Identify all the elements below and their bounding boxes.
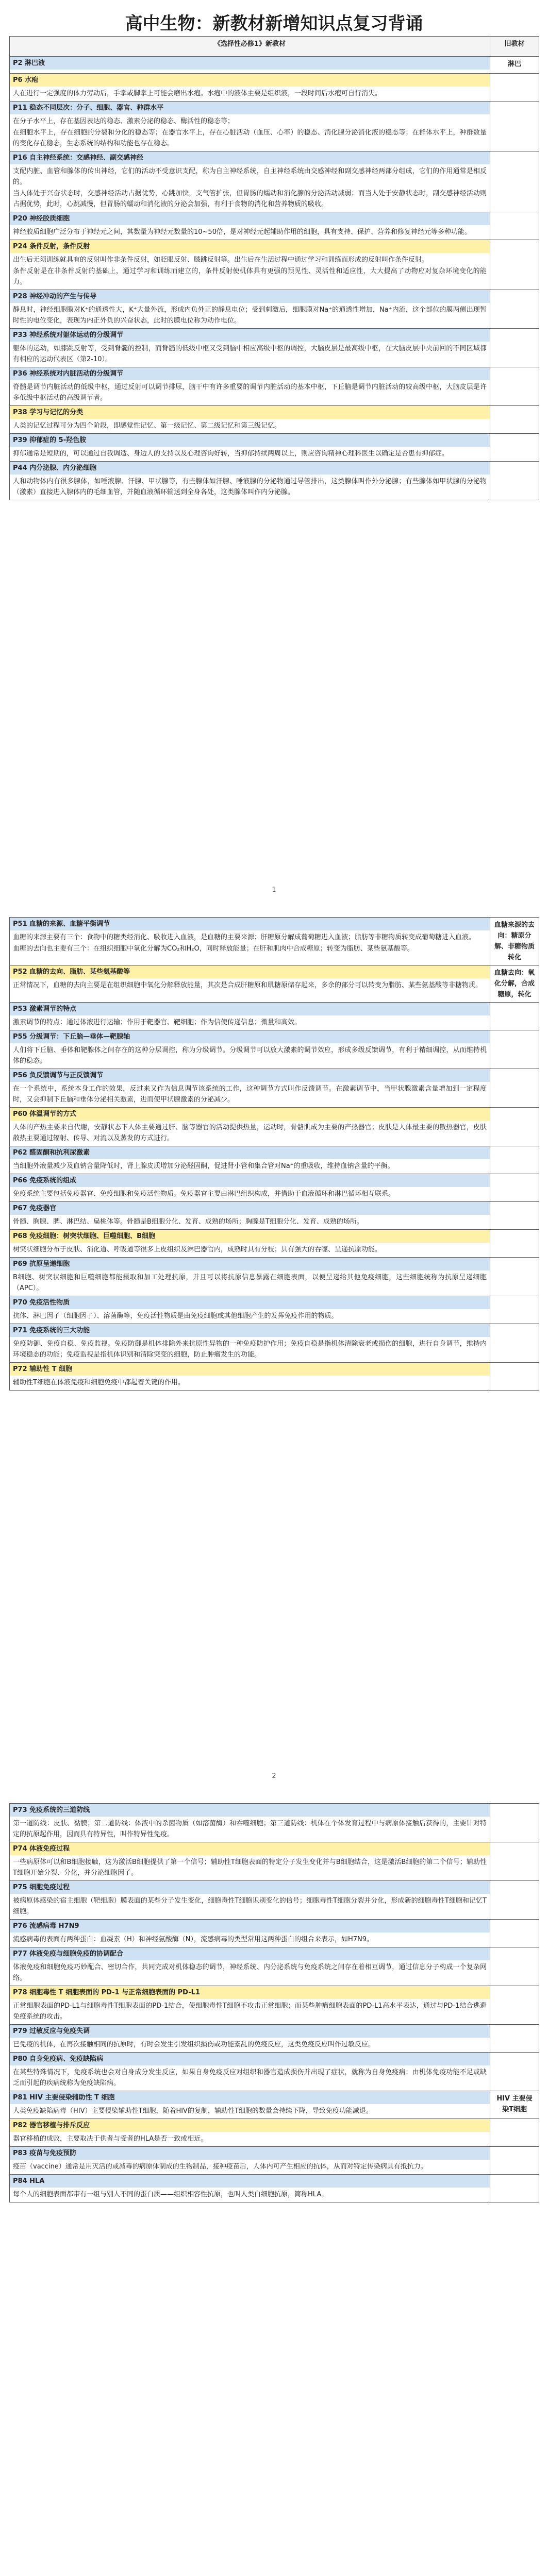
old-textbook-cell [490,1804,539,1842]
note-text: 人体的产热主要来自代谢，安静状态下人体主要通过肝、脑等器官的活动提供热量，运动时，骨骼肌成为主要的产热器官；皮肤是人体最主要的散热器官，皮肤散热主要通过辐射、传导、对流以及蒸发的方式进行。 [13,1124,487,1142]
note-text: 器官移植的成败，主要取决于供者与受者的HLA是否一致或相近。 [13,2135,208,2143]
note-cell [10,101,490,151]
note-cell [10,367,490,406]
old-textbook-cell [490,1230,539,1258]
note-cell [10,1258,490,1296]
note-text: 免疫防御、免疫自稳、免疫监视。免疫防御是机体排除外来抗原性异物的一种免疫防护作用；免疫自稳是指机体清除衰老或损伤的细胞，进行自身调节，维持内环境稳态的功能；免疫监视是指机体识别和清除突变的细胞，防止肿瘤发生的功能。 [13,1340,487,1359]
note-text: 免疫系统主要包括免疫器官、免疫细胞和免疫活性物质。免疫器官主要由淋巴组织构成，并借助于血液循环和淋巴循环相互联系。 [13,1190,395,1198]
note-text: 支配内脏、血管和腺体的传出神经，它们的活动不受意识支配，称为自主神经系统，自主神经系统由交感神经和副交感神经两部分组成，它们的作用通常是相反的。 [13,167,487,186]
old-textbook-cell [490,1069,539,1108]
note-text: 被病原体感染的宿主细胞（靶细胞）膜表面的某些分子发生变化，细胞毒性T细胞识别变化的信号；细胞毒性T细胞分裂并分化，形成新的细胞毒性T细胞和记忆T细胞。 [13,1897,487,1916]
old-textbook-cell [490,1146,539,1174]
notes-table [9,1803,539,2202]
note-heading: P80 自身免疫病、免疫缺陷病 [10,2053,490,2065]
old-textbook-cell [490,212,539,240]
note-text: 正常细胞表面的PD-L1与细胞毒性T细胞表面的PD-1结合，使细胞毒性T细胞不攻击正常细胞；而某些肿瘤细胞表面的PD-L1高水平表达，通过与PD-1结合逃避免疫系统的攻击。 [13,2002,487,2021]
note-cell [10,1030,490,1069]
note-text: B细胞、树突状细胞和巨噬细胞都能摄取和加工处理抗原，并且可以将抗原信息暴露在细胞表面，以便呈递给其他免疫细胞，这些细胞统称为抗原呈递细胞（APC）。 [13,1274,487,1292]
old-textbook-cell [490,1174,539,1202]
table-row [10,1202,539,1230]
note-text: 正常情况下，血糖的去向主要是在组织细胞中氧化分解释放能量，其次是合成肝糖原和肌糖原储存起来，多余的部分可以转变为脂肪、某些氨基酸等非糖物质。 [13,981,483,989]
note-text: 第一道防线：皮肤、黏膜；第二道防线：体液中的杀菌物质（如溶菌酶）和吞噬细胞；第三道防线：机体在个体发育过程中与病原体接触后获得的，主要针对特定的抗原起作用，因而具有特异性，叫作特异性免疫。 [13,1820,487,1838]
table-row [10,406,539,434]
note-text: 人们将下丘脑、垂体和靶腺体之间存在的这种分层调控，称为分级调节。分级调节可以放大激素的调节效应，形成多级反馈调节，有利于精细调控，从而维持机体的稳态。 [13,1046,487,1065]
note-text: 骨髓、胸腺、脾、淋巴结、扁桃体等。骨髓是B细胞分化、发育、成熟的场所；胸腺是T细胞分化、发育、成熟的场所。 [13,1218,363,1226]
note-text: 在分子水平上，存在基因表达的稳态、激素分泌的稳态、酶活性的稳态等； [13,117,235,125]
old-textbook-cell [490,434,539,462]
note-text: 在细胞水平上，存在细胞的分裂和分化的稳态等；在器官水平上，存在心脏活动（血压、心率）的稳态、消化腺分泌消化液的稳态等；在群体水平上，种群数量的变化存在稳态，生态系统的结构和功能也存在稳态。 [13,129,487,147]
table-row [10,1296,539,1324]
note-heading: P28 神经冲动的产生与传导 [10,290,490,303]
old-textbook-cell: 血糖去向：氧化分解，合成糖原，转化 [490,965,539,1003]
note-cell [10,2175,490,2202]
note-heading: P67 免疫器官 [10,1202,490,1215]
note-cell [10,1296,490,1324]
note-cell [10,1069,490,1108]
page-3 [9,1803,539,2202]
note-cell [10,1146,490,1174]
table-row [10,965,539,1003]
table-row [10,367,539,406]
old-textbook-cell [490,462,539,500]
note-cell [10,1003,490,1030]
note-cell [10,2147,490,2175]
note-heading: P51 血糖的来源、血糖平衡调节 [10,918,490,930]
old-textbook-cell [490,290,539,329]
note-heading: P71 免疫系统的三大功能 [10,1324,490,1337]
table-row [10,290,539,329]
note-heading: P62 醛固酮和抗利尿激素 [10,1146,490,1159]
note-heading: P82 器官移植与排斥反应 [10,2119,490,2132]
note-heading: P68 免疫细胞：树突状细胞、巨噬细胞、B细胞 [10,1230,490,1243]
note-text: 抗体、淋巴因子（细胞因子）、溶菌酶等，免疫活性物质是由免疫细胞或其他细胞产生的发挥免疫作用的物质。 [13,1312,338,1320]
note-cell [10,2053,490,2091]
note-heading: P39 抑郁症的 5-羟色胺 [10,434,490,447]
old-textbook-cell [490,1920,539,1947]
note-cell [10,434,490,462]
old-textbook-cell [490,2175,539,2202]
old-textbook-cell: HIV 主要侵染T细胞 [490,2091,539,2119]
note-heading: P69 抗原呈递细胞 [10,1258,490,1270]
note-heading: P44 内分泌腺、内分泌细胞 [10,462,490,474]
old-textbook-cell [490,1202,539,1230]
table-row [10,1003,539,1030]
old-textbook-cell [490,1947,539,1986]
table-row [10,2119,539,2147]
note-cell [10,462,490,500]
old-textbook-cell [490,151,539,212]
table-row [10,1230,539,1258]
table-row [10,2091,539,2119]
table-row [10,1881,539,1920]
table-row [10,151,539,212]
note-cell [10,1230,490,1258]
note-text: 人类的记忆过程可分为四个阶段，即感觉性记忆、第一级记忆、第二级记忆和第三级记忆。 [13,422,281,430]
note-text: 激素调节的特点：通过体液进行运输；作用于靶器官、靶细胞；作为信使传递信息；微量和高效。 [13,1019,302,1026]
note-heading: P16 自主神经系统：交感神经、副交感神经 [10,151,490,164]
note-text: 在一个系统中，系统本身工作的效果，反过来又作为信息调节该系统的工作，这种调节方式叫作反馈调节。在激素调节中，当甲状腺激素含量增加到一定程度时，又会抑制下丘脑和垂体分泌相关激素，进而使甲状腺激素的分泌减少。 [13,1085,487,1104]
note-text: 条件反射是在非条件反射的基础上，通过学习和训练而建立的，条件反射使机体具有更强的预见性、灵活性和适应性，大大提高了动物应对复杂环境变化的能力。 [13,267,487,286]
note-heading: P38 学习与记忆的分类 [10,406,490,419]
note-cell [10,151,490,212]
note-text: 流感病毒的表面有两种蛋白：血凝素（H）和神经氨酸酶（N），流感病毒的类型常用这两种蛋白的组合来表示，如H7N9。 [13,1936,374,1943]
note-heading: P2 淋巴液 [10,57,490,70]
table-row [10,1986,539,2025]
note-text: 神经胶质细胞广泛分布于神经元之间，其数量为神经元数量的10~50倍，是对神经元起辅助作用的细胞，具有支持、保护、营养和修复神经元等多种功能。 [13,228,471,236]
notes-table [9,917,539,1391]
note-cell [10,2119,490,2147]
note-text: 树突状细胞分布于皮肤、消化道、呼吸道等很多上皮组织及淋巴器官内，成熟时具有分枝；具有强大的吞噬、呈递抗原功能。 [13,1246,382,1253]
page-number: 2 [272,1772,276,1780]
note-cell [10,57,490,74]
table-row [10,240,539,290]
note-heading: P70 免疫活性物质 [10,1296,490,1309]
old-textbook-cell [490,74,539,101]
table-row [10,434,539,462]
old-textbook-cell [490,406,539,434]
note-heading: P60 体温调节的方式 [10,1108,490,1121]
note-text: 一些病原体可以和B细胞接触，这为激活B细胞提供了第一个信号；辅助性T细胞表面的特定分子发生变化并与B细胞结合，这是激活B细胞的第二个信号；辅助性T细胞开始分裂、分化，并分泌细胞因子。 [13,1858,487,1877]
notes-table [9,36,539,500]
table-row [10,212,539,240]
table-row [10,2147,539,2175]
table-row [10,1324,539,1363]
note-heading: P75 细胞免疫过程 [10,1881,490,1894]
note-text: 疫苗（vaccine）通常是用灭活的或减毒的病原体制成的生物制品，接种疫苗后，人体内可产生相应的抗体，从而对特定传染病具有抵抗力。 [13,2163,427,2171]
note-heading: P33 神经系统对躯体运动的分级调节 [10,329,490,342]
old-textbook-cell [490,1986,539,2025]
note-text: 当人体处于兴奋状态时，交感神经活动占据优势，心跳加快，支气管扩张，但胃肠的蠕动和消化腺的分泌活动减弱；而当人处于安静状态时，副交感神经活动则占据优势，此时，心跳减慢，但胃肠的蠕动和消化液的分泌会加强，有利于食物的消化和营养物质的吸收。 [13,190,487,208]
note-heading: P36 神经系统对内脏活动的分级调节 [10,367,490,380]
note-cell [10,1842,490,1881]
table-row [10,1842,539,1881]
old-textbook-cell [490,2053,539,2091]
note-cell [10,1174,490,1202]
note-heading: P76 流感病毒 H7N9 [10,1920,490,1933]
old-textbook-cell [490,240,539,290]
note-text: 每个人的细胞表面都带有一组与别人不同的蛋白质——组织相容性抗原，也叫人类白细胞抗原，简称HLA。 [13,2191,328,2198]
note-text: 当细胞外液量减少及血钠含量降低时，肾上腺皮质增加分泌醛固酮，促进肾小管和集合管对Na⁺的重吸收，维持血钠含量的平衡。 [13,1162,394,1170]
note-text: 人类免疫缺陷病毒（HIV）主要侵染辅助性T细胞，随着HIV的复制，辅助性T细胞的数量会持续下降，导致免疫功能减退。 [13,2107,373,2115]
note-text: 抑郁通常是短期的，可以通过自我调适、身边人的支持以及心理咨询好转，当抑郁持续两周以上，则应咨询精神心理科医生以确定是否患有抑郁症。 [13,450,449,457]
table-row [10,1258,539,1296]
old-textbook-cell [490,1108,539,1146]
note-text: 人和动物体内有很多腺体，如唾液腺、汗腺、甲状腺等，有些腺体如汗腺、唾液腺的分泌物通过导管排出，这类腺体叫作外分泌腺；有些腺体如甲状腺的分泌物（激素）直接进入腺体内的毛细血管，并随血液循环输送到全身各处，这类腺体叫作内分泌腺。 [13,478,487,496]
old-textbook-cell [490,2147,539,2175]
table-row [10,1174,539,1202]
old-textbook-cell [490,2025,539,2053]
note-cell [10,1363,490,1391]
table-row [10,1030,539,1069]
old-textbook-cell [490,1881,539,1920]
note-cell [10,212,490,240]
table-row [10,1804,539,1842]
note-cell [10,965,490,1003]
old-textbook-cell [490,101,539,151]
table-row [10,1947,539,1986]
note-heading: P77 体液免疫与细胞免疫的协调配合 [10,1947,490,1960]
table-row [10,2053,539,2091]
note-heading: P55 分级调节：下丘脑—垂体—靶腺轴 [10,1030,490,1043]
note-text: 躯体的运动，如膝跳反射等，受到脊髓的控制，而脊髓的低级中枢又受到脑中相应高级中枢的调控，大脑皮层是最高级中枢，在大脑皮层中央前回的不同区域都有相应的运动代表区（第2-10）。 [13,345,487,363]
note-text: 血糖的来源主要有三个：食物中的糖类经消化、吸收进入血液，是血糖的主要来源；肝糖原分解成葡萄糖进入血液；脂肪等非糖物质转变成葡萄糖进入血液。 [13,934,476,941]
note-heading: P11 稳态不同层次：分子、细胞、器官、种群水平 [10,101,490,114]
table-header-main: 《选择性必修1》新教材 [10,37,490,57]
table-row [10,462,539,500]
note-text: 静息时，神经细胞膜对K⁺的通透性大，K⁺大量外流，形成内负外正的静息电位；受到刺激后，细胞膜对Na⁺的通透性增加，Na⁺内流，这个部位的膜两侧出现暂时性的电位变化，表现为内正外负的兴奋状态，此时的膜电位称为动作电位。 [13,306,487,325]
note-text: 血糖的去向也主要有三个：在组织细胞中氧化分解为CO₂和H₂O，同时释放能量；在肝和肌肉中合成糖原；转变为脂肪、某些氨基酸等。 [13,945,414,953]
note-cell [10,240,490,290]
note-heading: P56 负反馈调节与正反馈调节 [10,1069,490,1082]
old-textbook-cell: 淋巴 [490,57,539,74]
old-textbook-cell [490,2119,539,2147]
table-row [10,1920,539,1947]
note-heading: P24 条件反射，条件反射 [10,240,490,253]
note-heading: P6 水疱 [10,74,490,87]
old-textbook-cell [490,1363,539,1391]
note-cell [10,2091,490,2119]
note-heading: P79 过敏反应与免疫失调 [10,2025,490,2038]
old-textbook-cell [490,1030,539,1069]
note-cell [10,1804,490,1842]
note-cell [10,1920,490,1947]
note-heading: P20 神经胶质细胞 [10,212,490,225]
table-row [10,1069,539,1108]
note-heading: P73 免疫系统的三道防线 [10,1804,490,1817]
table-row [10,1363,539,1391]
page-2 [9,917,539,1391]
note-cell [10,1881,490,1920]
table-row [10,74,539,101]
note-cell [10,406,490,434]
old-textbook-cell [490,329,539,367]
old-textbook-cell [490,1258,539,1296]
note-heading: P53 激素调节的特点 [10,1003,490,1015]
table-row [10,2175,539,2202]
old-textbook-cell [490,1003,539,1030]
note-cell [10,1108,490,1146]
table-header-row [10,37,539,57]
note-heading: P83 疫苗与免疫预防 [10,2147,490,2160]
table-row [10,57,539,74]
old-textbook-cell: 血糖来源的去向：糖原分解、非糖物质转化 [490,918,539,965]
old-textbook-cell [490,1324,539,1363]
table-row [10,918,539,965]
note-cell [10,1324,490,1363]
note-cell [10,74,490,101]
note-heading: P72 辅助性 T 细胞 [10,1363,490,1376]
note-text: 脊髓是调节内脏活动的低级中枢，通过反射可以调节排尿，脑干中有许多重要的调节内脏活动的基本中枢，下丘脑是调节内脏活动的较高级中枢，大脑皮层是许多低级中枢活动的高级调节者。 [13,383,487,402]
note-cell [10,329,490,367]
note-cell [10,1947,490,1986]
table-row [10,101,539,151]
old-textbook-cell [490,1296,539,1324]
note-text: 辅助性T细胞在体液免疫和细胞免疫中都起着关键的作用。 [13,1379,185,1386]
note-heading: P84 HLA [10,2175,490,2188]
note-cell [10,2025,490,2053]
note-heading: P74 体液免疫过程 [10,1842,490,1855]
note-heading: P52 血糖的去向、脂肪、某些氨基酸等 [10,965,490,978]
old-textbook-cell [490,367,539,406]
note-cell [10,1986,490,2025]
note-heading: P66 免疫系统的组成 [10,1174,490,1187]
table-row [10,1108,539,1146]
page-1 [9,36,539,500]
note-cell [10,290,490,329]
note-cell [10,918,490,965]
note-text: 体液免疫和细胞免疫巧妙配合、密切合作，共同完成对机体稳态的调节，神经系统、内分泌系统与免疫系统之间存在着相互调节，通过信息分子构成一个复杂网络。 [13,1963,487,1982]
note-text: 在某些特殊情况下，免疫系统也会对自身成分发生反应，如果自身免疫反应对组织和器官造成损伤并出现了症状，就称为自身免疫病；由机体免疫功能不足或缺乏而引起的疾病统称为免疫缺陷病。 [13,2069,487,2087]
note-cell [10,1202,490,1230]
note-heading: P78 细胞毒性 T 细胞表面的 PD-1 与正常细胞表面的 PD-L1 [10,1986,490,1999]
old-textbook-cell [490,1842,539,1881]
table-row [10,1146,539,1174]
note-heading: P81 HIV 主要侵染辅助性 T 细胞 [10,2091,490,2104]
page-title: 高中生物：新教材新增知识点复习背诵 [125,13,423,34]
page-number: 1 [272,886,276,894]
note-text: 已免疫的机体，在再次接触相同的抗原时，有时会发生引发组织损伤或功能紊乱的免疫反应，这类免疫反应叫作过敏反应。 [13,2041,375,2048]
note-text: 出生后无须训练就具有的反射叫作非条件反射，如眨眼反射、膝跳反射等。出生后在生活过程中通过学习和训练而形成的反射叫作条件反射。 [13,256,429,264]
table-header-side: 旧教材 [490,37,539,57]
note-text: 人在进行一定强度的体力劳动后，手掌或脚掌上可能会磨出水疱。水疱中的液体主要是组织液，一段时间后水疱可自行消失。 [13,90,382,97]
table-row [10,2025,539,2053]
table-row [10,329,539,367]
